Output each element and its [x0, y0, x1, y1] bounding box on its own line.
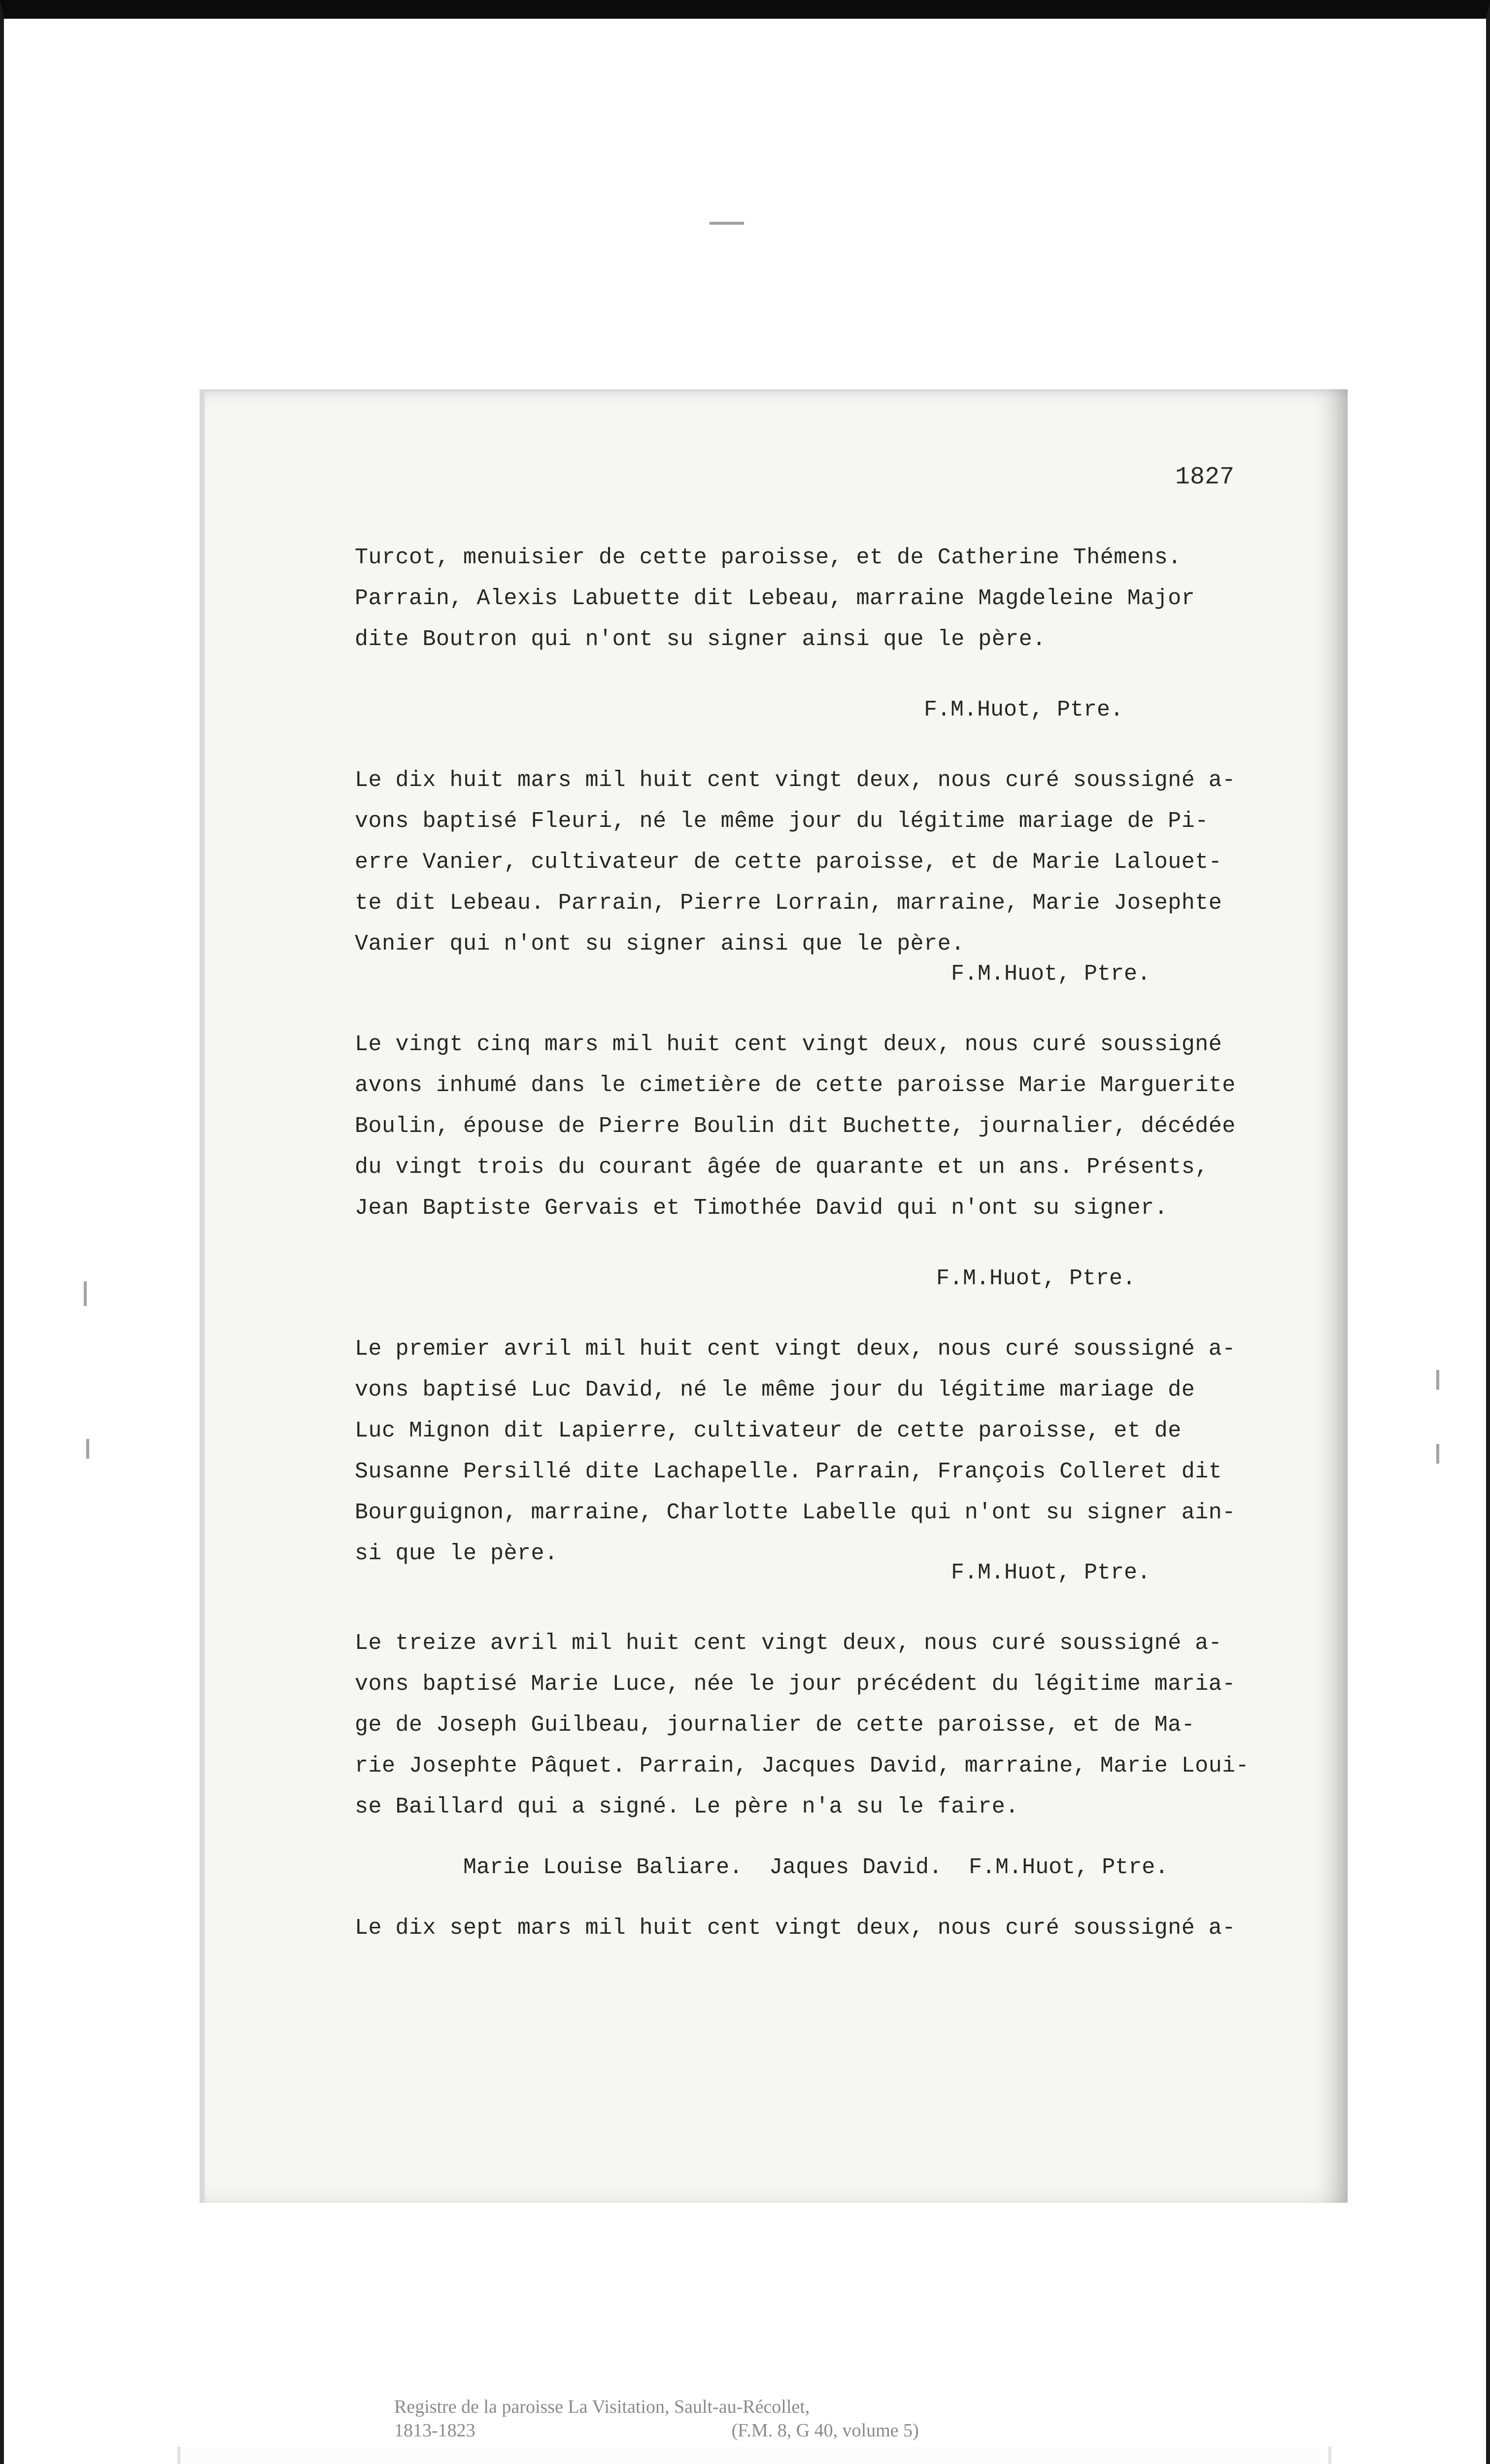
entry-line: si que le père. — [355, 1541, 558, 1566]
entry-line: rie Josephte Pâquet. Parrain, Jacques David, marraine, Marie Loui- — [355, 1753, 1250, 1779]
entry-line: Luc Mignon dit Lapierre, cultivateur de cette paroisse, et de — [355, 1418, 1182, 1443]
entry-line: erre Vanier, cultivateur de cette paroisse, et de Marie Lalouet- — [355, 850, 1222, 875]
entry-line: vons baptisé Marie Luce, née le jour précédent du légitime maria- — [355, 1672, 1236, 1697]
entry-line: avons inhumé dans le cimetière de cette paroisse Marie Marguerite — [355, 1073, 1236, 1098]
scan-mark — [1436, 1370, 1439, 1390]
page-number: 1827 — [1175, 463, 1234, 491]
entry-line: Le premier avril mil huit cent vingt deux, nous curé soussigné a- — [355, 1336, 1236, 1362]
scan-mark — [710, 222, 744, 225]
entry-line: ge de Joseph Guilbeau, journalier de cette paroisse, et de Ma- — [355, 1712, 1195, 1738]
entry-line: du vingt trois du courant âgée de quarante et un ans. Présents, — [355, 1155, 1209, 1180]
entry-signature: F.M.Huot, Ptre. — [936, 1266, 1136, 1291]
archive-reference-volume: (F.M. 8, G 40, volume 5) — [731, 2420, 919, 2441]
entry-signature: F.M.Huot, Ptre. — [951, 1560, 1151, 1585]
register-entry — [355, 1623, 1266, 1888]
entry-line: Parrain, Alexis Labuette dit Lebeau, marraine Magdeleine Major — [355, 586, 1195, 611]
entry-line: Vanier qui n'ont su signer ainsi que le père. — [355, 931, 965, 957]
entry-signatures: Marie Louise Baliare. Jaques David. F.M.Huot, Ptre. — [463, 1855, 1169, 1880]
entry-line: Le dix sept mars mil huit cent vingt deux, nous curé soussigné a- — [355, 1916, 1236, 1941]
archive-reference-line: Registre de la paroisse La Visitation, Sault-au-Récollet, — [394, 2396, 810, 2417]
register-entry — [355, 1329, 1266, 1593]
entry-line: vons baptisé Luc David, né le même jour du légitime mariage de — [355, 1377, 1195, 1403]
entry-line: vons baptisé Fleuri, né le même jour du légitime mariage de Pi- — [355, 809, 1209, 834]
entry-line: Jean Baptiste Gervais et Timothée David qui n'ont su signer. — [355, 1196, 1168, 1221]
entry-line: Boulin, épouse de Pierre Boulin dit Buchette, journalier, décédée — [355, 1114, 1236, 1139]
register-entries — [355, 537, 1266, 1949]
entry-line: Le vingt cinq mars mil huit cent vingt deux, nous curé soussigné — [355, 1032, 1222, 1057]
entry-line: dite Boutron qui n'ont su signer ainsi que le père. — [355, 627, 1046, 652]
register-entry — [355, 537, 1266, 730]
entry-line: se Baillard qui a signé. Le père n'a su le faire. — [355, 1794, 1019, 1819]
entry-line: te dit Lebeau. Parrain, Pierre Lorrain, marraine, Marie Josephte — [355, 890, 1222, 916]
scan-mark — [84, 1281, 87, 1306]
entry-line: Susanne Persillé dite Lachapelle. Parrain, François Colleret dit — [355, 1459, 1222, 1484]
scan-mark — [86, 1439, 89, 1459]
register-page — [200, 389, 1348, 2203]
archive-reference — [394, 2395, 919, 2442]
register-entry — [355, 1908, 1266, 1949]
entry-line: Bourguignon, marraine, Charlotte Labelle qui n'ont su signer ain- — [355, 1500, 1236, 1525]
entry-line: Le treize avril mil huit cent vingt deux, nous curé soussigné a- — [355, 1631, 1222, 1656]
entry-signature: F.M.Huot, Ptre. — [924, 697, 1124, 722]
entry-line: Le dix huit mars mil huit cent vingt deux, nous curé soussigné a- — [355, 768, 1236, 793]
register-entry — [355, 760, 1266, 994]
entry-signature: F.M.Huot, Ptre. — [951, 961, 1151, 987]
scan-mark — [1436, 1444, 1439, 1464]
entry-line: Turcot, menuisier de cette paroisse, et de Catherine Thémens. — [355, 545, 1182, 570]
archives-stamp — [177, 2447, 1331, 2464]
archive-reference-years: 1813-1823 — [394, 2420, 475, 2441]
register-entry — [355, 1024, 1266, 1299]
archive-reference-line — [394, 2419, 919, 2442]
